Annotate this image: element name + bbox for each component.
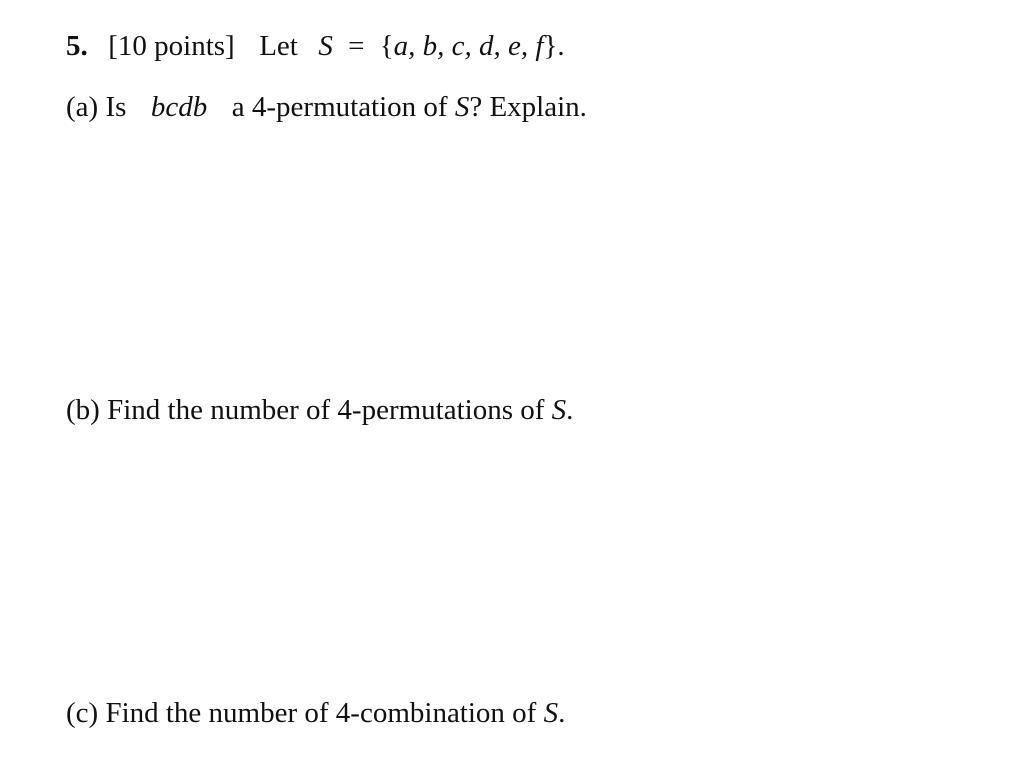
part-c-end: .: [558, 697, 566, 729]
part-b-end: .: [566, 394, 574, 426]
set-open-brace: {: [379, 30, 394, 62]
equals-sign: =: [348, 30, 365, 62]
part-b-text: Find the number of 4-permutations of: [107, 394, 545, 426]
part-a-label: (a): [66, 91, 99, 123]
part-a: [66, 89, 587, 125]
part-b: [66, 392, 573, 428]
part-a-text-mid: a 4-permutation of: [231, 91, 448, 123]
part-a-set-symbol: S: [454, 91, 470, 123]
set-elements: a, b, c, d, e, f: [393, 30, 544, 62]
part-a-text-after: ? Explain.: [469, 91, 587, 123]
question-end-period: .: [557, 30, 565, 62]
part-a-text-before: Is: [105, 91, 127, 123]
part-b-label: (b): [66, 394, 100, 426]
question-header: [66, 28, 565, 64]
part-c-set-symbol: S: [543, 697, 559, 729]
set-symbol: S: [318, 30, 333, 62]
question-number: 5.: [66, 30, 88, 62]
part-c-text: Find the number of 4-combination of: [105, 697, 537, 729]
part-a-word: bcdb: [150, 91, 208, 123]
question-lead-text: Let: [259, 30, 298, 62]
part-c: [66, 695, 565, 731]
set-close-brace: }: [543, 30, 558, 62]
question-points: [10 points]: [108, 30, 235, 62]
part-c-label: (c): [66, 697, 99, 729]
part-b-set-symbol: S: [551, 394, 567, 426]
